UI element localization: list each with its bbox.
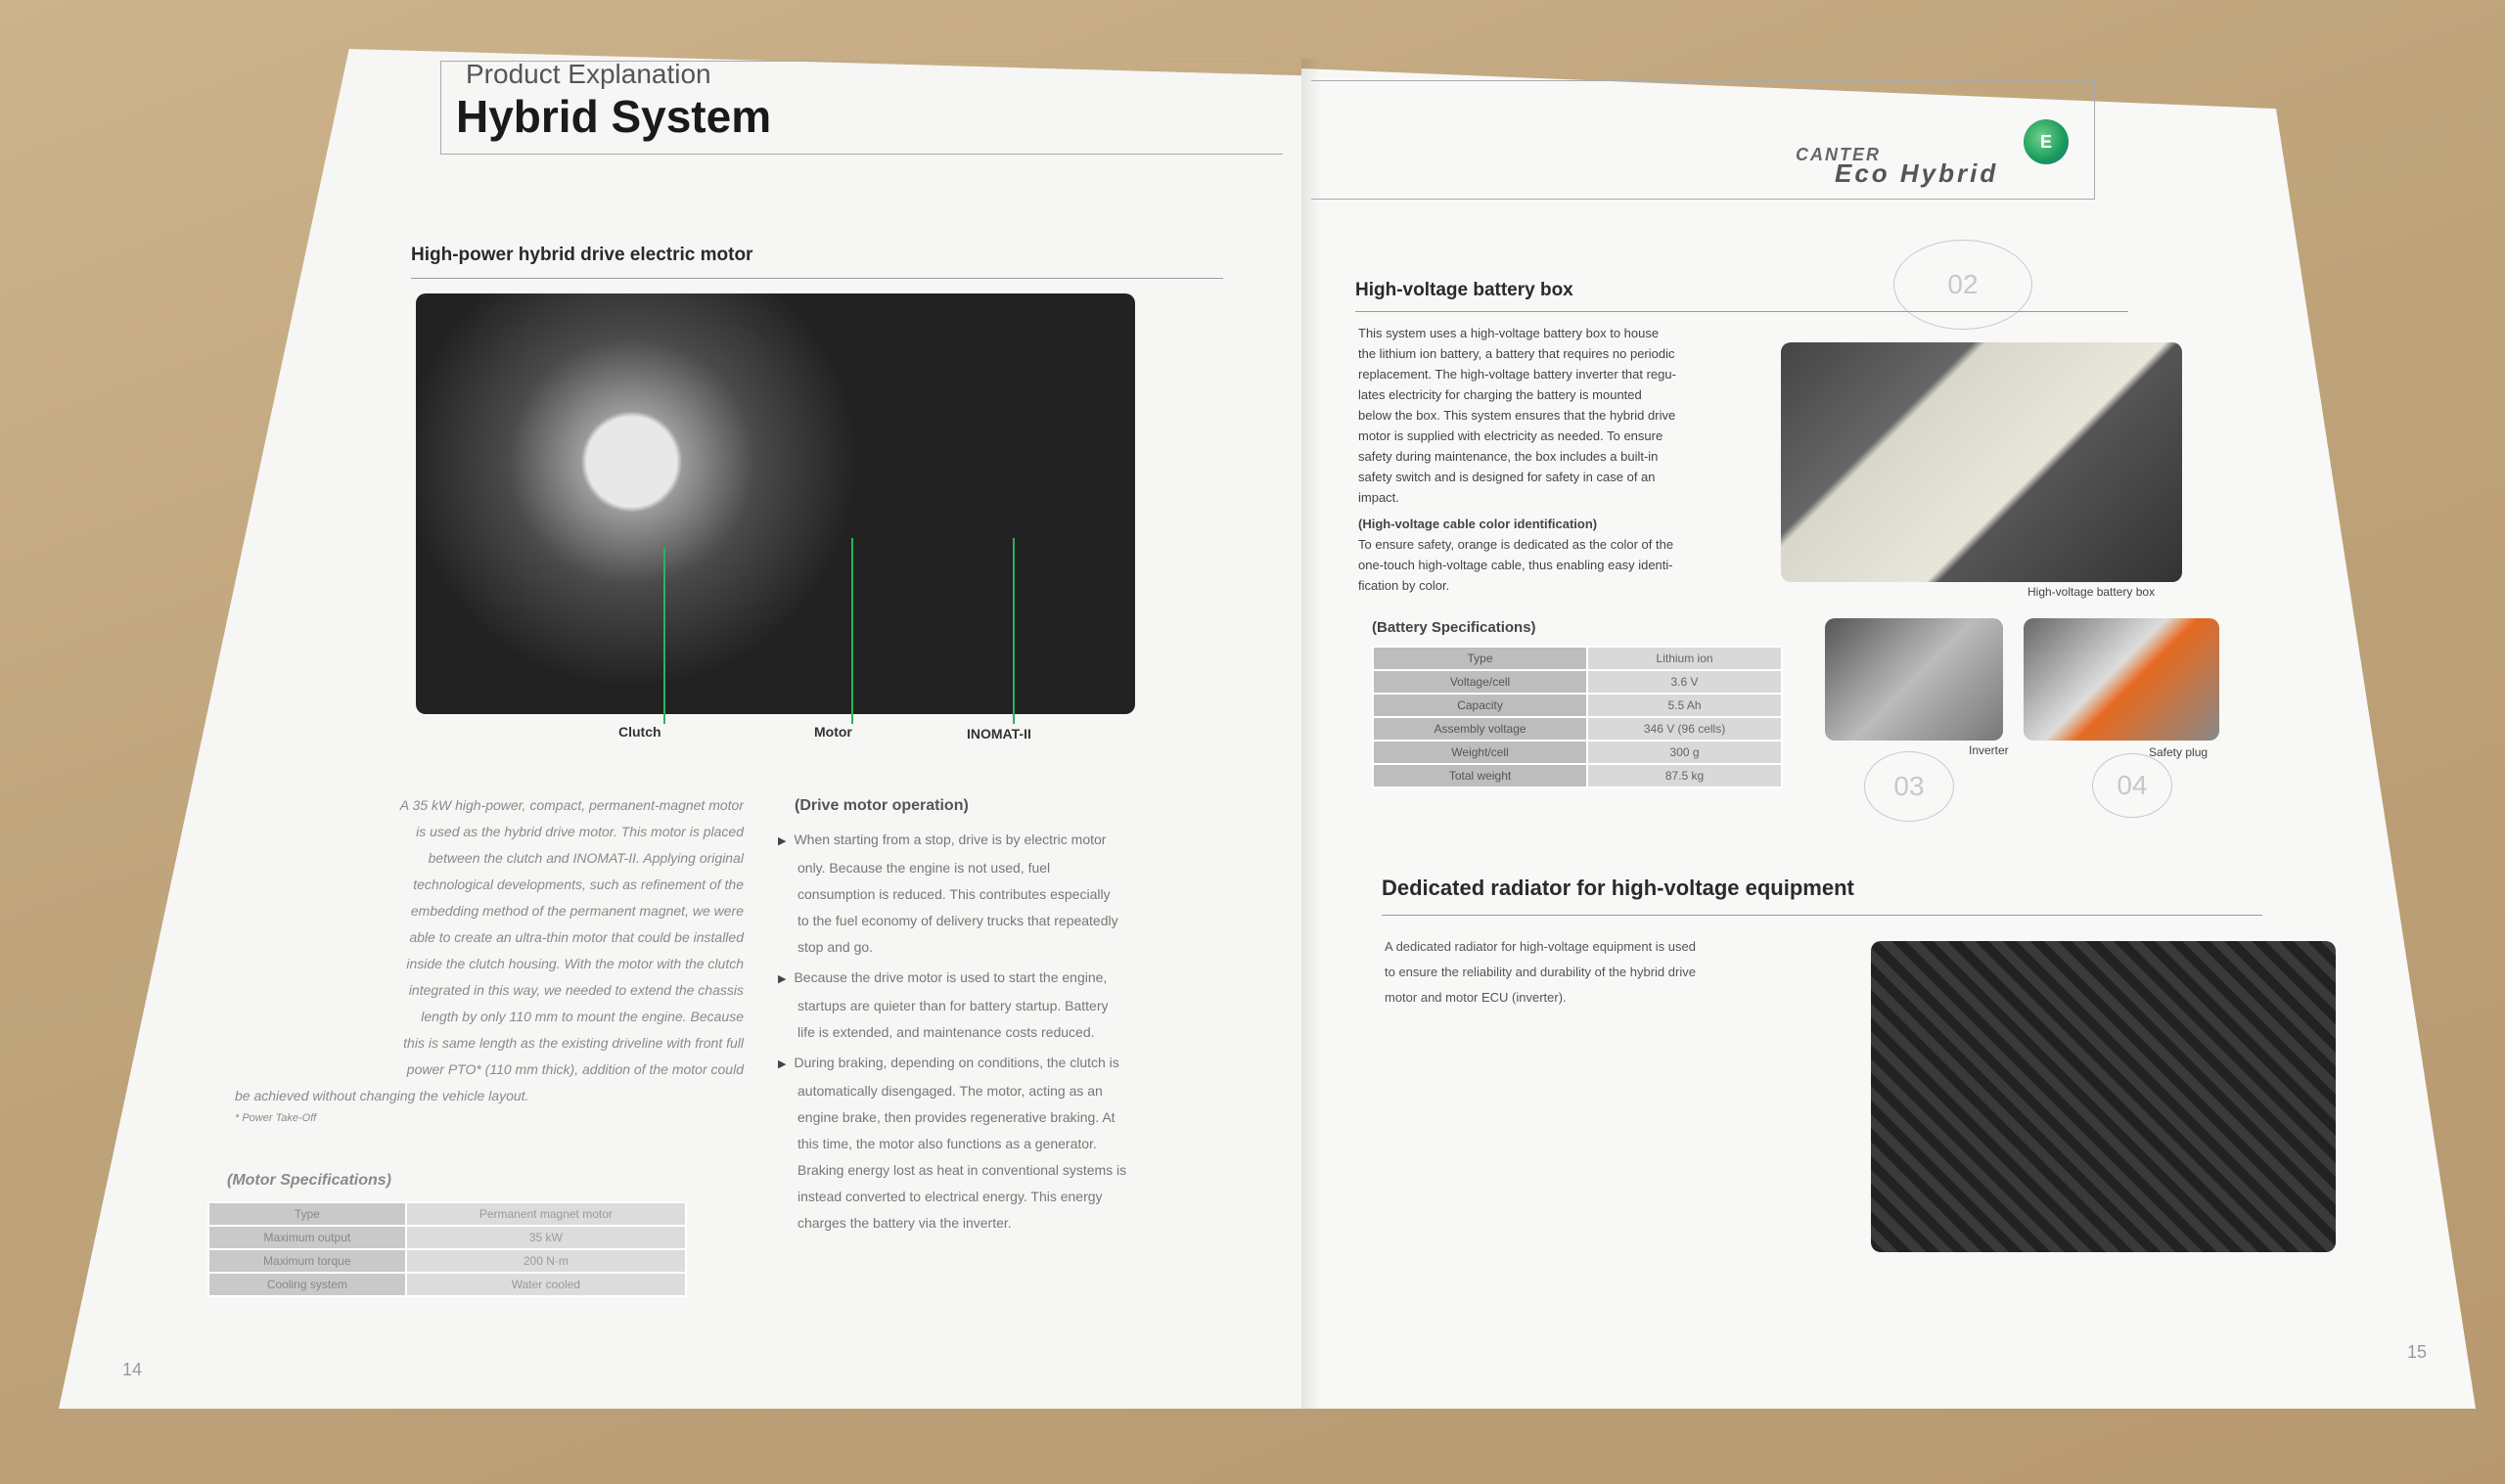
bullet-1: [778, 827, 1238, 961]
table-row: [1373, 741, 1782, 764]
text-line: power PTO* (110 mm thick), addition of the motor could: [406, 1061, 744, 1077]
radiator-heading: Dedicated radiator for high-voltage equipment: [1382, 876, 1854, 900]
text-line: impact.: [1358, 490, 1399, 505]
bullet-line: Braking energy lost as heat in conventional systems is: [797, 1162, 1127, 1178]
spec-key: Type: [208, 1202, 406, 1226]
text-line: the lithium ion battery, a battery that requires no periodic: [1358, 346, 1675, 361]
spec-key: Cooling system: [208, 1273, 406, 1296]
page-number-right: 15: [2407, 1342, 2428, 1362]
bullet-line: life is extended, and maintenance costs reduced.: [797, 1024, 1095, 1040]
text-line: embedding method of the permanent magnet, we were: [410, 903, 744, 919]
spec-value: 5.5 Ah: [1587, 694, 1782, 717]
text-line: below the box. This system ensures that the hybrid drive: [1358, 408, 1676, 423]
logo-eco-hybrid: Eco Hybrid: [1835, 158, 1999, 188]
engine-photo: [416, 293, 1135, 714]
table-row: [1373, 717, 1782, 741]
drive-heading: (Drive motor operation): [795, 797, 969, 814]
motor-intro-text: [235, 792, 744, 1127]
battery-text: [1358, 323, 1769, 596]
text-line: this is same length as the existing driveline with front full: [403, 1035, 744, 1051]
text-line: is used as the hybrid drive motor. This motor is placed: [416, 824, 744, 839]
spec-value: Water cooled: [406, 1273, 686, 1296]
spec-value: Permanent magnet motor: [406, 1202, 686, 1226]
text-line: safety during maintenance, the box includes a built-in: [1358, 449, 1659, 464]
table-row: [1373, 670, 1782, 694]
cable-heading: (High-voltage cable color identification): [1358, 517, 1598, 531]
section-label: Product Explanation: [466, 59, 711, 89]
table-row: [208, 1273, 686, 1296]
spec-key: Type: [1373, 647, 1587, 670]
callout-line-inomat: [1013, 538, 1015, 724]
bullet-line: this time, the motor also functions as a generator.: [797, 1136, 1097, 1151]
text-line: replacement. The high-voltage battery inverter that regu-: [1358, 367, 1676, 382]
bullet-3: [778, 1050, 1238, 1237]
bullet-line: automatically disengaged. The motor, acting as an: [797, 1083, 1103, 1099]
table-row: [1373, 694, 1782, 717]
eco-badge-icon: E: [2024, 119, 2069, 164]
table-row: [1373, 764, 1782, 787]
spec-key: Maximum output: [208, 1226, 406, 1249]
text-line: length by only 110 mm to mount the engine. Because: [421, 1009, 744, 1024]
spec-value: 87.5 kg: [1587, 764, 1782, 787]
page-title: Hybrid System: [456, 91, 772, 142]
caption-battery-box: High-voltage battery box: [2027, 585, 2156, 599]
battery-heading-rule: [1355, 311, 2128, 312]
motor-heading: High-power hybrid drive electric motor: [411, 245, 753, 265]
table-row: [208, 1249, 686, 1273]
callout-inomat: INOMAT-II: [967, 726, 1031, 742]
radiator-photo: [1871, 941, 2336, 1252]
text-line: to ensure the reliability and durability of the hybrid drive: [1385, 965, 1696, 979]
text-line: A 35 kW high-power, compact, permanent-magnet motor: [399, 797, 744, 813]
inverter-photo: [1825, 618, 2003, 741]
callout-motor: Motor: [814, 724, 852, 740]
spec-key: Maximum torque: [208, 1249, 406, 1273]
pencil-mark-04: 04: [2092, 753, 2172, 818]
drive-bullets: [778, 827, 1238, 1237]
text-line: fication by color.: [1358, 578, 1450, 593]
pencil-mark-03: 03: [1864, 751, 1954, 822]
bullet-2: [778, 965, 1238, 1046]
spec-key: Weight/cell: [1373, 741, 1587, 764]
callout-clutch: Clutch: [618, 724, 661, 740]
table-row: [1373, 647, 1782, 670]
text-line: between the clutch and INOMAT-II. Applying original: [428, 850, 744, 866]
text-line: safety switch and is designed for safety in case of an: [1358, 470, 1656, 484]
callout-line-motor: [851, 538, 853, 724]
battery-spec-heading: (Battery Specifications): [1372, 619, 1536, 636]
bullet-line: to the fuel economy of delivery trucks that repeatedly: [797, 913, 1118, 928]
callout-line-clutch: [663, 548, 665, 724]
text-line: able to create an ultra-thin motor that could be installed: [409, 929, 744, 945]
text-line: motor and motor ECU (inverter).: [1385, 990, 1567, 1005]
table-row: [208, 1226, 686, 1249]
text-line: This system uses a high-voltage battery box to house: [1358, 326, 1660, 340]
bullet-line: ▶ When starting from a stop, drive is by electric motor: [778, 827, 1238, 855]
safety-plug-photo: [2024, 618, 2219, 741]
radiator-text: [1385, 934, 1825, 1011]
spec-key: Voltage/cell: [1373, 670, 1587, 694]
spec-value: 346 V (96 cells): [1587, 717, 1782, 741]
caption-safety-plug: Safety plug: [2149, 745, 2209, 759]
page-number-left: 14: [122, 1360, 143, 1379]
table-row: [208, 1202, 686, 1226]
motor-heading-rule: [411, 278, 1223, 279]
text-line: To ensure safety, orange is dedicated as the color of the: [1358, 537, 1674, 552]
spec-key: Total weight: [1373, 764, 1587, 787]
text-line: technological developments, such as refinement of the: [413, 877, 744, 892]
spec-value: 200 N·m: [406, 1249, 686, 1273]
spec-value: 35 kW: [406, 1226, 686, 1249]
spec-value: 300 g: [1587, 741, 1782, 764]
bullet-line: only. Because the engine is not used, fuel: [797, 860, 1051, 876]
text-line: be achieved without changing the vehicle layout.: [235, 1088, 529, 1103]
text-line: one-touch high-voltage cable, thus enabling easy identi-: [1358, 558, 1673, 572]
spec-value: 3.6 V: [1587, 670, 1782, 694]
bullet-line: stop and go.: [797, 939, 874, 955]
footnote: * Power Take-Off: [235, 1112, 317, 1124]
text-line: lates electricity for charging the battery is mounted: [1358, 387, 1642, 402]
logo-canter: CANTER: [1796, 145, 1881, 164]
bullet-line: charges the battery via the inverter.: [797, 1215, 1012, 1231]
battery-box-photo: [1781, 342, 2182, 582]
text-line: motor is supplied with electricity as needed. To ensure: [1358, 428, 1663, 443]
battery-spec-table: [1372, 646, 1783, 788]
spine: [1301, 59, 1321, 1409]
radiator-heading-rule: [1382, 915, 2262, 916]
text-line: A dedicated radiator for high-voltage equipment is used: [1385, 939, 1696, 954]
spec-key: Capacity: [1373, 694, 1587, 717]
bullet-line: instead converted to electrical energy. This energy: [797, 1189, 1103, 1204]
bullet-line: startups are quieter than for battery startup. Battery: [797, 998, 1109, 1013]
spec-key: Assembly voltage: [1373, 717, 1587, 741]
motor-spec-table: [207, 1201, 687, 1297]
bullet-line: consumption is reduced. This contributes especially: [797, 886, 1111, 902]
bullet-line: engine brake, then provides regenerative braking. At: [797, 1109, 1116, 1125]
battery-heading: High-voltage battery box: [1355, 280, 1573, 300]
bullet-line: ▶ Because the drive motor is used to start the engine,: [778, 965, 1238, 993]
motor-spec-heading: (Motor Specifications): [227, 1172, 392, 1189]
spec-value: Lithium ion: [1587, 647, 1782, 670]
text-line: integrated in this way, we needed to extend the chassis: [408, 982, 744, 998]
bullet-line: ▶ During braking, depending on conditions, the clutch is: [778, 1050, 1238, 1078]
pencil-mark-02: 02: [1893, 240, 2032, 330]
caption-inverter: Inverter: [1969, 743, 2009, 757]
text-line: inside the clutch housing. With the motor with the clutch: [406, 956, 744, 971]
